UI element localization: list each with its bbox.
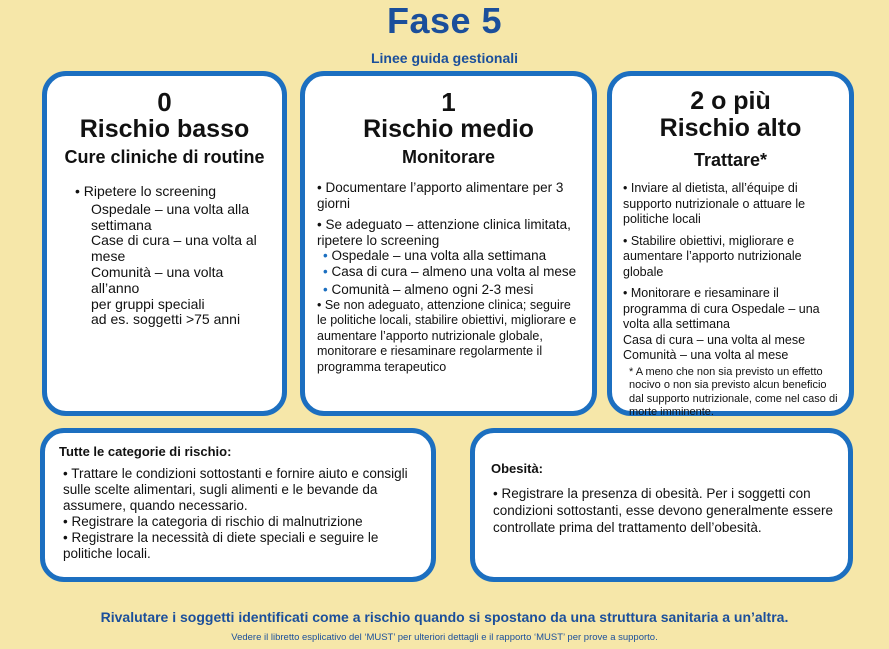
bullet-monitor: • Monitorare e riesaminare il programma di cura Ospedale – una volta alla settimana (623, 286, 820, 331)
bullet-set-goals: • Stabilire obiettivi, migliorare e aumentare l’apporto nutrizionale globale (623, 233, 802, 279)
frequency-line: Comunità – una volta (91, 263, 224, 280)
bullet-record-category: • Registrare la categoria di rischio di malnutrizione (63, 514, 363, 529)
footer-reference-note: Vedere il libretto esplicativo del ‘MUST’ per ulteriori dettagli e il rapporto ‘MUST’ per prove a supporto. (231, 632, 658, 643)
bullet-dot: • (323, 263, 328, 279)
bullet-if-not-adequate: • Se non adeguato, attenzione clinica; seguire le politiche locali, stabilire obiettivi, migliorare e aumentare l’apporto nutrizionale globale, monitorare e riesaminare regolarmente il programma terapeutico (317, 297, 577, 374)
frequency-line: Casa di cura – almeno una volta al mese (331, 263, 577, 279)
risk-action: Trattare* (693, 150, 768, 170)
section-heading: Tutte le categorie di rischio: (59, 444, 232, 459)
frequency-line: Case di cura – una volta al (91, 232, 257, 249)
frequency-line: Ospedale – una volta alla (91, 200, 249, 217)
page-title: Fase 5 (386, 0, 503, 41)
bullet-if-adequate: • Se adeguato – attenzione clinica limitata, ripetere lo screening (317, 217, 571, 248)
risk-box-high (607, 71, 854, 416)
risk-level: Rischio alto (659, 114, 802, 142)
bullet-record-obesity: • Registrare la presenza di obesità. Per i soggetti con condizioni sottostanti, esse devono generalmente essere controllate prima del trattamento dell’obesità. (493, 486, 833, 535)
bullet-dot: • (323, 248, 328, 263)
bullet-treat-conditions: • Trattare le condizioni sottostanti e fornire aiuto e consigli sulle scelte alimentari, sugli alimenti e le bevande da assumere, quando necessario. (63, 466, 408, 513)
risk-action: Cure cliniche di routine (64, 147, 265, 167)
bullet-dot: • (323, 282, 328, 297)
frequency-line: Comunità – almeno ogni 2-3 mesi (331, 282, 534, 297)
risk-score: 0 (157, 87, 172, 117)
bullet-refer-dietitian: • Inviare al dietista, all’équipe di supporto nutrizionale o attuare le politiche locali (623, 181, 806, 226)
risk-action: Monitorare (401, 147, 495, 167)
risk-level: Rischio medio (363, 115, 534, 143)
frequency-line: all’anno (91, 279, 140, 296)
risk-score: 1 (441, 87, 456, 117)
obesity-box (470, 428, 853, 582)
bullet-record-diets: • Registrare la necessità di diete speciali e seguire le politiche locali. (63, 530, 379, 561)
page-subtitle: Linee guida gestionali (370, 50, 519, 66)
frequency-line: Comunità – una volta al mese (623, 348, 789, 362)
risk-box-medium (300, 71, 597, 416)
bullet-repeat-screening: • Ripetere lo screening (75, 183, 217, 199)
risk-level: Rischio basso (79, 115, 250, 143)
frequency-line: ad es. soggetti >75 anni (91, 311, 241, 328)
frequency-line: per gruppi speciali (91, 295, 205, 312)
bullet-document-intake: • Documentare l’apporto alimentare per 3 giorni (317, 180, 564, 211)
risk-score: 2 o più (690, 87, 771, 115)
frequency-line: Ospedale – una volta alla settimana (331, 248, 547, 263)
frequency-line: mese (91, 248, 126, 265)
all-risk-categories-box (40, 428, 436, 582)
risk-box-low (42, 71, 287, 416)
footnote: * A meno che non sia previsto un effetto nocivo o non sia previsto alcun beneficio dal supporto nutrizionale, come nel caso di morte imminente. (629, 365, 838, 418)
frequency-line: Casa di cura – una volta al mese (623, 332, 806, 347)
section-heading: Obesità: (491, 461, 544, 476)
footer-reassess-note: Rivalutare i soggetti identificati come a rischio quando si spostano da una struttura sanitaria a un’altra. (100, 609, 789, 625)
frequency-line: settimana (91, 216, 152, 233)
